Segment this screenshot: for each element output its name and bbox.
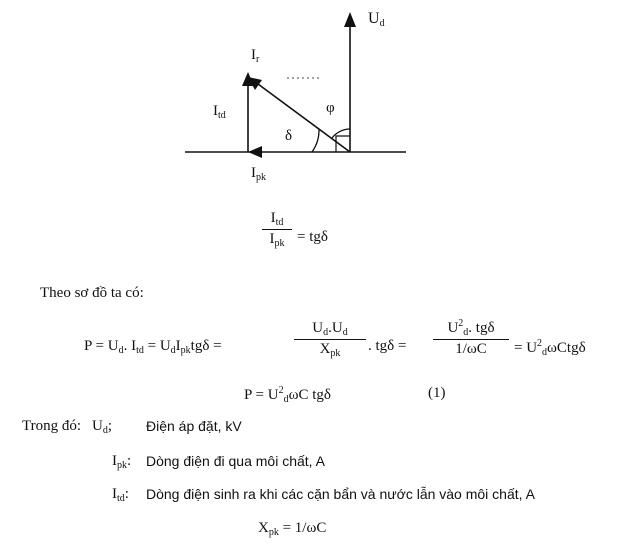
- power-fraction-2: [433, 318, 509, 358]
- definition-desc: Dòng điện sinh ra khi các cặn bẩn và nước lẫn vào môi chất, A: [146, 486, 535, 502]
- ipk-arrowhead: [248, 146, 262, 158]
- label-itd-sub: td: [218, 110, 226, 121]
- pf-p3: = U: [147, 338, 171, 354]
- pf-p2: . I: [123, 338, 137, 354]
- definition-desc: Dòng điện đi qua môi chất, A: [146, 453, 326, 469]
- xpk-b: = 1/ωC: [282, 520, 327, 536]
- intro-text: Theo sơ đồ ta có:: [40, 285, 144, 301]
- pf-end-sup: 2: [537, 338, 543, 349]
- label-ud: [368, 10, 385, 29]
- pf-p1-sub: d: [118, 345, 124, 356]
- pf-end-a: = U: [514, 340, 538, 356]
- pf-p3b: I: [175, 338, 181, 354]
- power-formula-mid: . tgδ =: [368, 338, 407, 354]
- frac1-num-sub: d: [323, 327, 329, 338]
- frac1-num-b: .U: [328, 320, 343, 336]
- def-ipk-sym: I: [112, 453, 117, 469]
- pf-p3-sub1: d: [170, 345, 176, 356]
- def-ud-sep: ;: [107, 418, 113, 434]
- frac2-numerator: [433, 318, 509, 338]
- power-formula-end: [514, 338, 586, 358]
- pf-p2-sub: td: [136, 345, 144, 356]
- frac2-num-sub: d: [463, 327, 469, 338]
- def-ud-sym: U: [92, 418, 103, 434]
- ratio-num-sub: td: [275, 217, 284, 228]
- power-fraction-1: [294, 320, 366, 359]
- ratio-denominator: [262, 231, 292, 249]
- label-ir-main: I: [251, 47, 256, 63]
- pf-p1: P = U: [84, 338, 119, 354]
- frac1-num-b-sub: d: [342, 327, 348, 338]
- label-ipk: [251, 165, 266, 183]
- label-ipk-sub: pk: [256, 172, 266, 183]
- definition-item: [112, 486, 129, 504]
- frac2-bar: [433, 339, 509, 340]
- ratio-rhs: = tgδ: [297, 229, 328, 245]
- def-ipk-sub: pk: [117, 460, 127, 471]
- ps-sub: d: [283, 394, 289, 405]
- def-itd-sub: td: [117, 493, 125, 504]
- label-ir: [251, 47, 259, 65]
- ud-arrowhead: [344, 12, 356, 27]
- label-ir-sub: r: [256, 54, 260, 65]
- power-simplified: [244, 385, 331, 405]
- pf-p3c: tgδ =: [190, 338, 222, 354]
- ps-b: ωC tgδ: [288, 387, 331, 403]
- frac2-num-sup: 2: [458, 318, 464, 329]
- definition-item: [92, 418, 112, 436]
- ratio-fraction-bar: [262, 229, 292, 230]
- delta-arc: [312, 129, 319, 152]
- ratio-den-main: I: [269, 231, 275, 247]
- xpk-a: X: [258, 520, 269, 536]
- ratio-num-main: I: [270, 210, 276, 226]
- label-itd-main: I: [213, 103, 218, 119]
- ratio-numerator: [262, 210, 292, 228]
- frac1-bar: [294, 339, 366, 340]
- definitions-intro: Trong đó:: [22, 418, 82, 434]
- phasor-diagram: [0, 0, 642, 200]
- ratio-den-sub: pk: [274, 238, 285, 249]
- xpk-formula: [258, 520, 326, 538]
- label-ud-sub: d: [379, 18, 385, 29]
- frac2-num-b: . tgδ: [468, 320, 495, 336]
- definition-desc: Điện áp đặt, kV: [146, 418, 242, 434]
- ps-a: P = U: [244, 387, 279, 403]
- frac2-num-a: U: [447, 320, 459, 336]
- power-formula-left: [84, 338, 222, 356]
- label-itd: [213, 103, 226, 121]
- def-ipk-sep: :: [127, 453, 132, 469]
- label-ipk-main: I: [251, 165, 256, 181]
- def-itd-sep: :: [124, 486, 129, 502]
- phi-arc: [332, 129, 350, 138]
- pf-p3-sub2: pk: [180, 345, 191, 356]
- def-ud-sub: d: [102, 425, 108, 436]
- xpk-sub: pk: [268, 527, 279, 538]
- ratio-fraction: [262, 210, 292, 249]
- frac1-num-a: U: [312, 320, 324, 336]
- def-itd-sym: I: [112, 486, 117, 502]
- label-phi: φ: [326, 100, 335, 116]
- frac1-den: X: [319, 341, 331, 357]
- frac1-numerator: [294, 320, 366, 338]
- pf-end-b: ωCtgδ: [547, 340, 586, 356]
- frac1-den-sub: pk: [330, 348, 341, 359]
- equation-number: (1): [428, 385, 446, 401]
- ps-sup: 2: [278, 385, 284, 396]
- label-delta: δ: [285, 128, 293, 144]
- definition-item: [112, 453, 131, 471]
- pf-end-sub: d: [542, 347, 548, 358]
- label-ud-main: U: [368, 10, 380, 27]
- frac2-denominator: 1/ωC: [455, 341, 487, 357]
- frac1-denominator: [294, 341, 366, 359]
